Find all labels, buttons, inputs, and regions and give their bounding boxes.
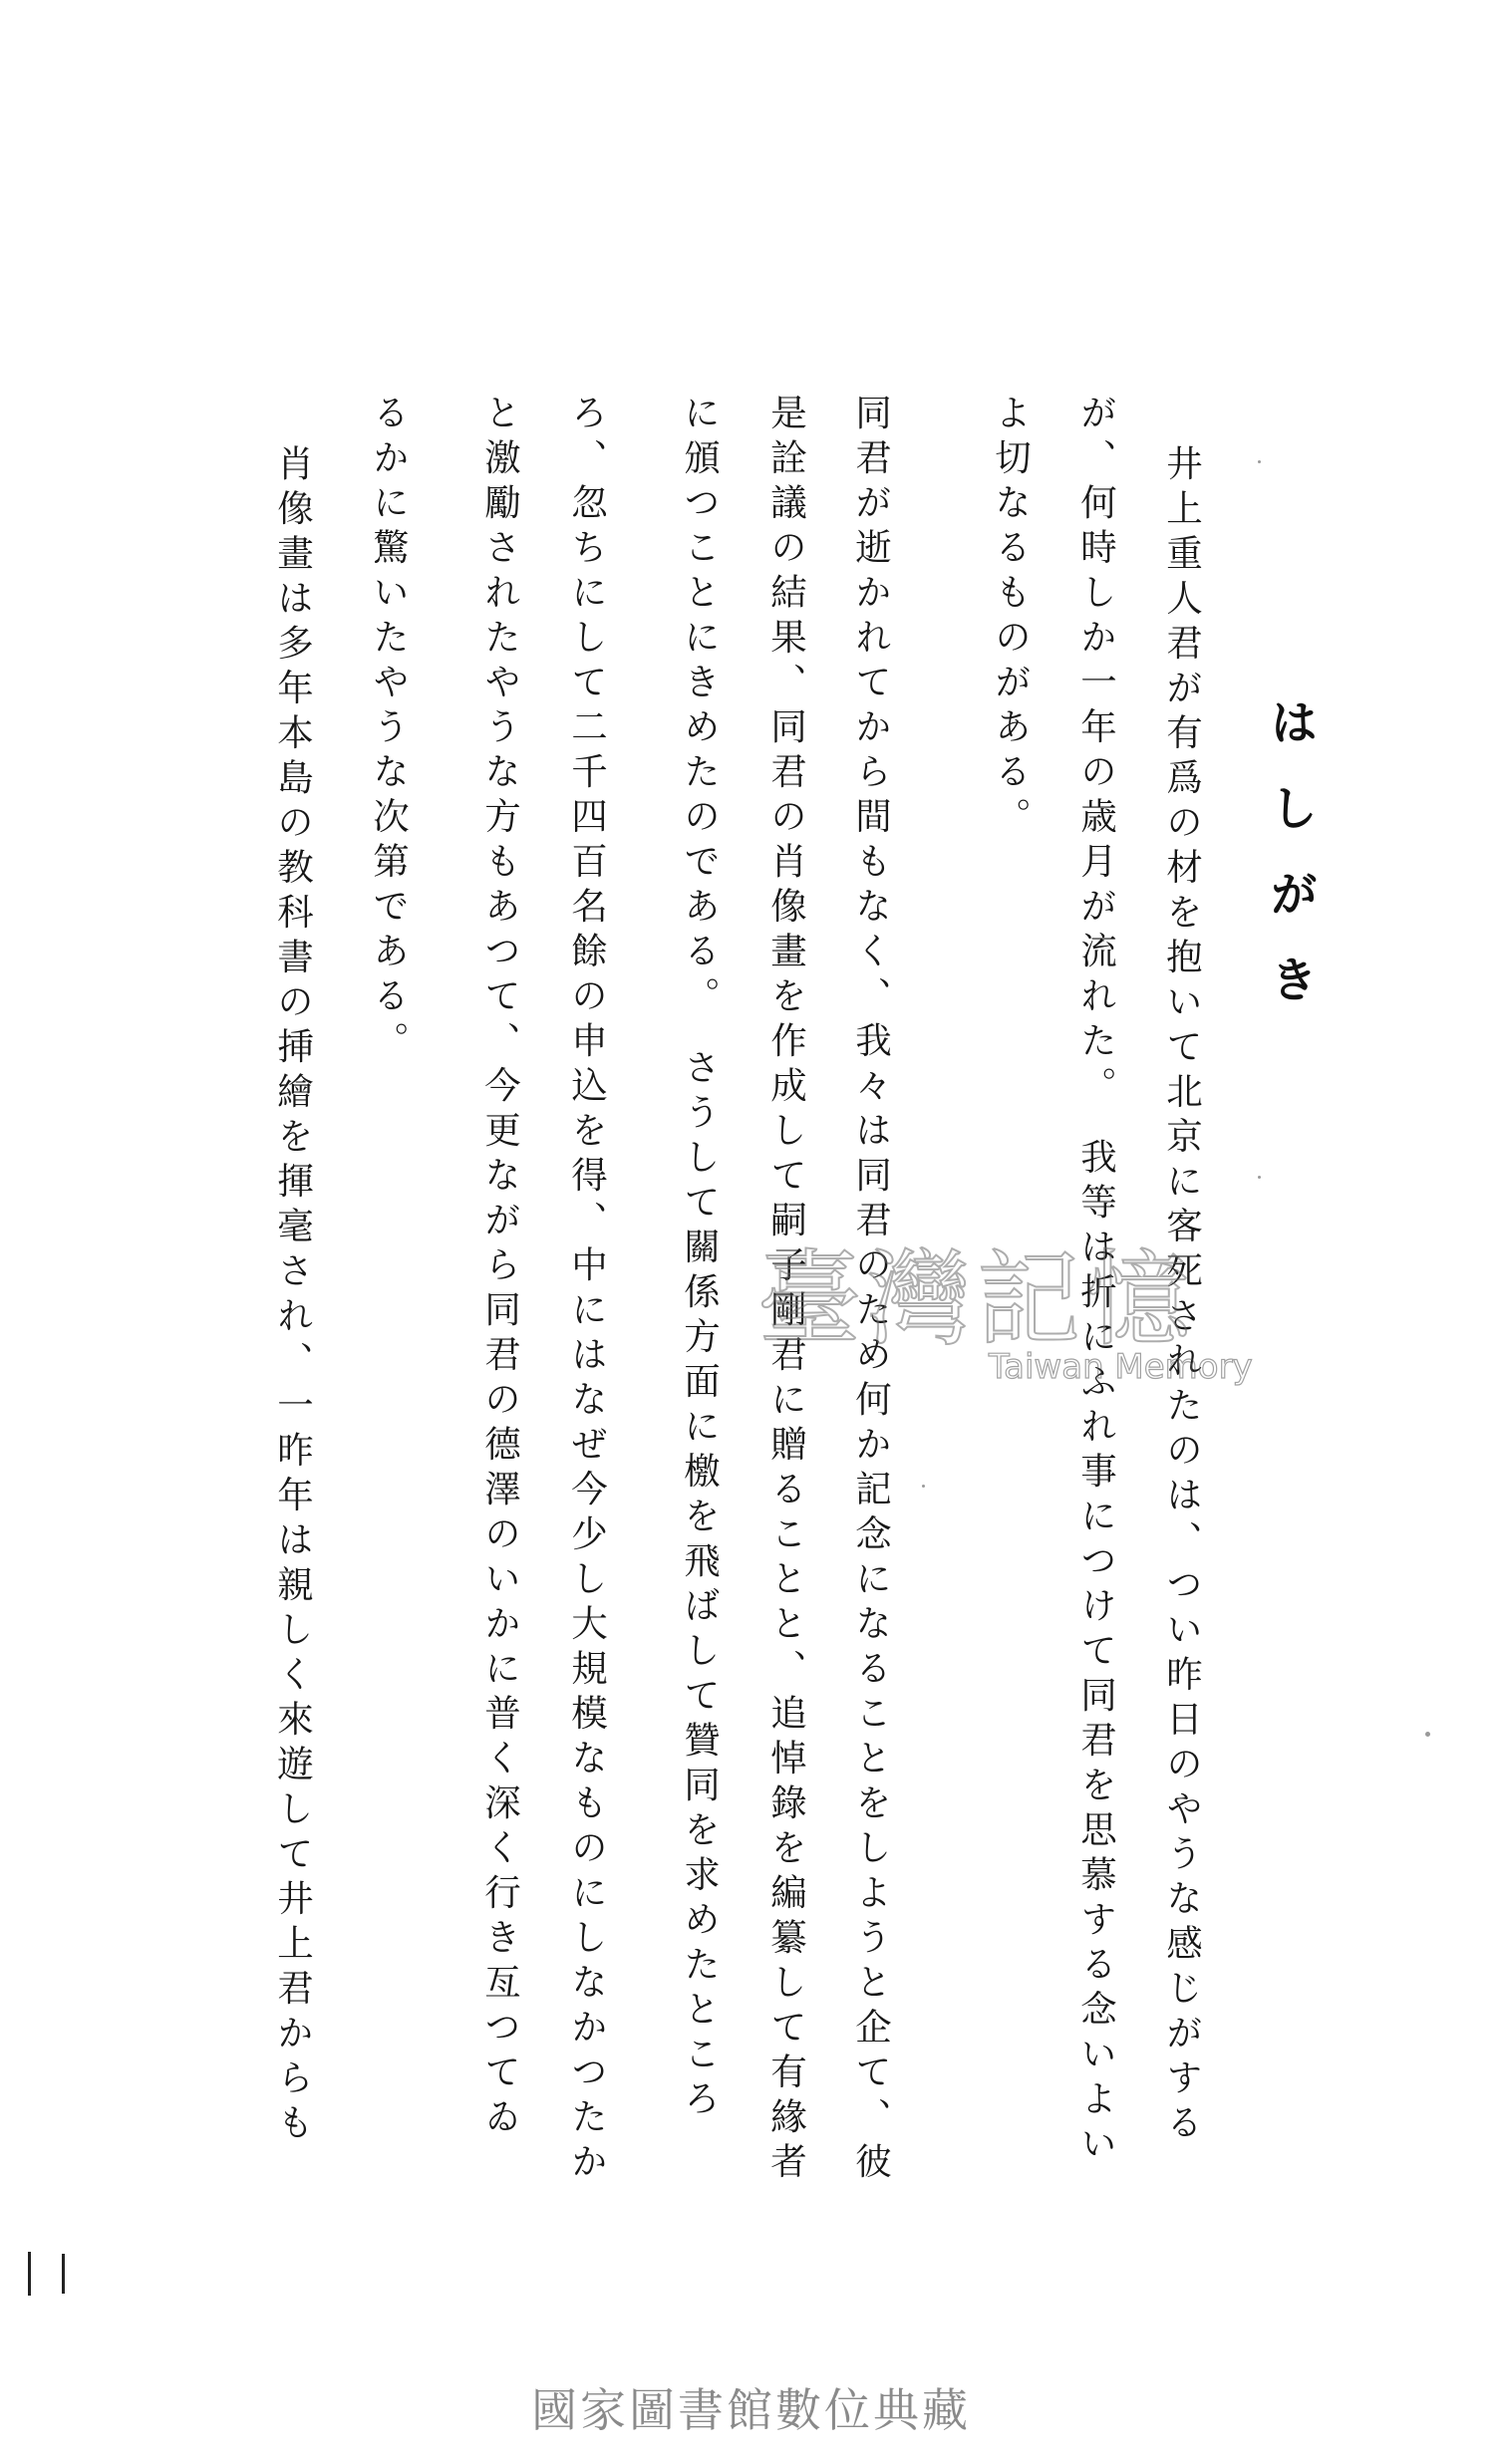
watermark-latin-text: Taiwan Memory — [989, 1347, 1253, 1387]
scan-speck — [1258, 1176, 1261, 1179]
text-column-9: るかに驚いたやうな次第である。 — [367, 394, 411, 1066]
text-column-8: と激勵されたやうな方もあつて、今更ながら同君の德澤のいかに普く深く行き亙つてゐ — [478, 394, 522, 2142]
text-column-6: に頒つことにきめたのである。 さうして關係方面に檄を飛ばして贊同を求めたところ — [678, 394, 722, 2124]
scan-edge-mark — [28, 2252, 31, 2296]
text-column-3: よ切なるものがある。 — [989, 394, 1033, 842]
text-column-5: 是詮議の結果、同君の肖像畫を作成して嗣子剛君に贈ることと、追悼錄を編纂して有緣者 — [764, 394, 808, 2187]
text-column-1: 井上重人君が有爲の材を抱いて北京に客死されたのは、つい昨日のやうな感じがする — [1160, 444, 1204, 2148]
text-column-4: 同君が逝かれてから間もなく、我々は同君のため何か記念になることをしようと企て、彼 — [849, 394, 893, 2187]
text-column-2: が、何時しか一年の歳月が流れた。 我等は折にふれ事につけて同君を思慕する念いよい — [1074, 394, 1118, 2169]
archive-footer: 國家圖書館數位典藏 — [531, 2383, 971, 2437]
section-title: はしがき — [1262, 697, 1318, 1040]
scan-speck — [1425, 1732, 1430, 1737]
scan-speck — [922, 1485, 925, 1488]
text-column-7: ろ、忽ちにして二千四百名餘の申込を得、中にはなぜ今少し大規模なものにしなかつたか — [565, 394, 609, 2187]
archive-watermark — [757, 1216, 1276, 1395]
scan-speck — [1258, 460, 1261, 463]
text-column-10: 肖像畫は多年本島の教科書の挿繪を揮毫され、一昨年は親しく來遊して井上君からも — [271, 444, 315, 2148]
watermark-han-text: 臺灣記憶 — [757, 1238, 1197, 1360]
scan-edge-mark — [62, 2254, 65, 2294]
